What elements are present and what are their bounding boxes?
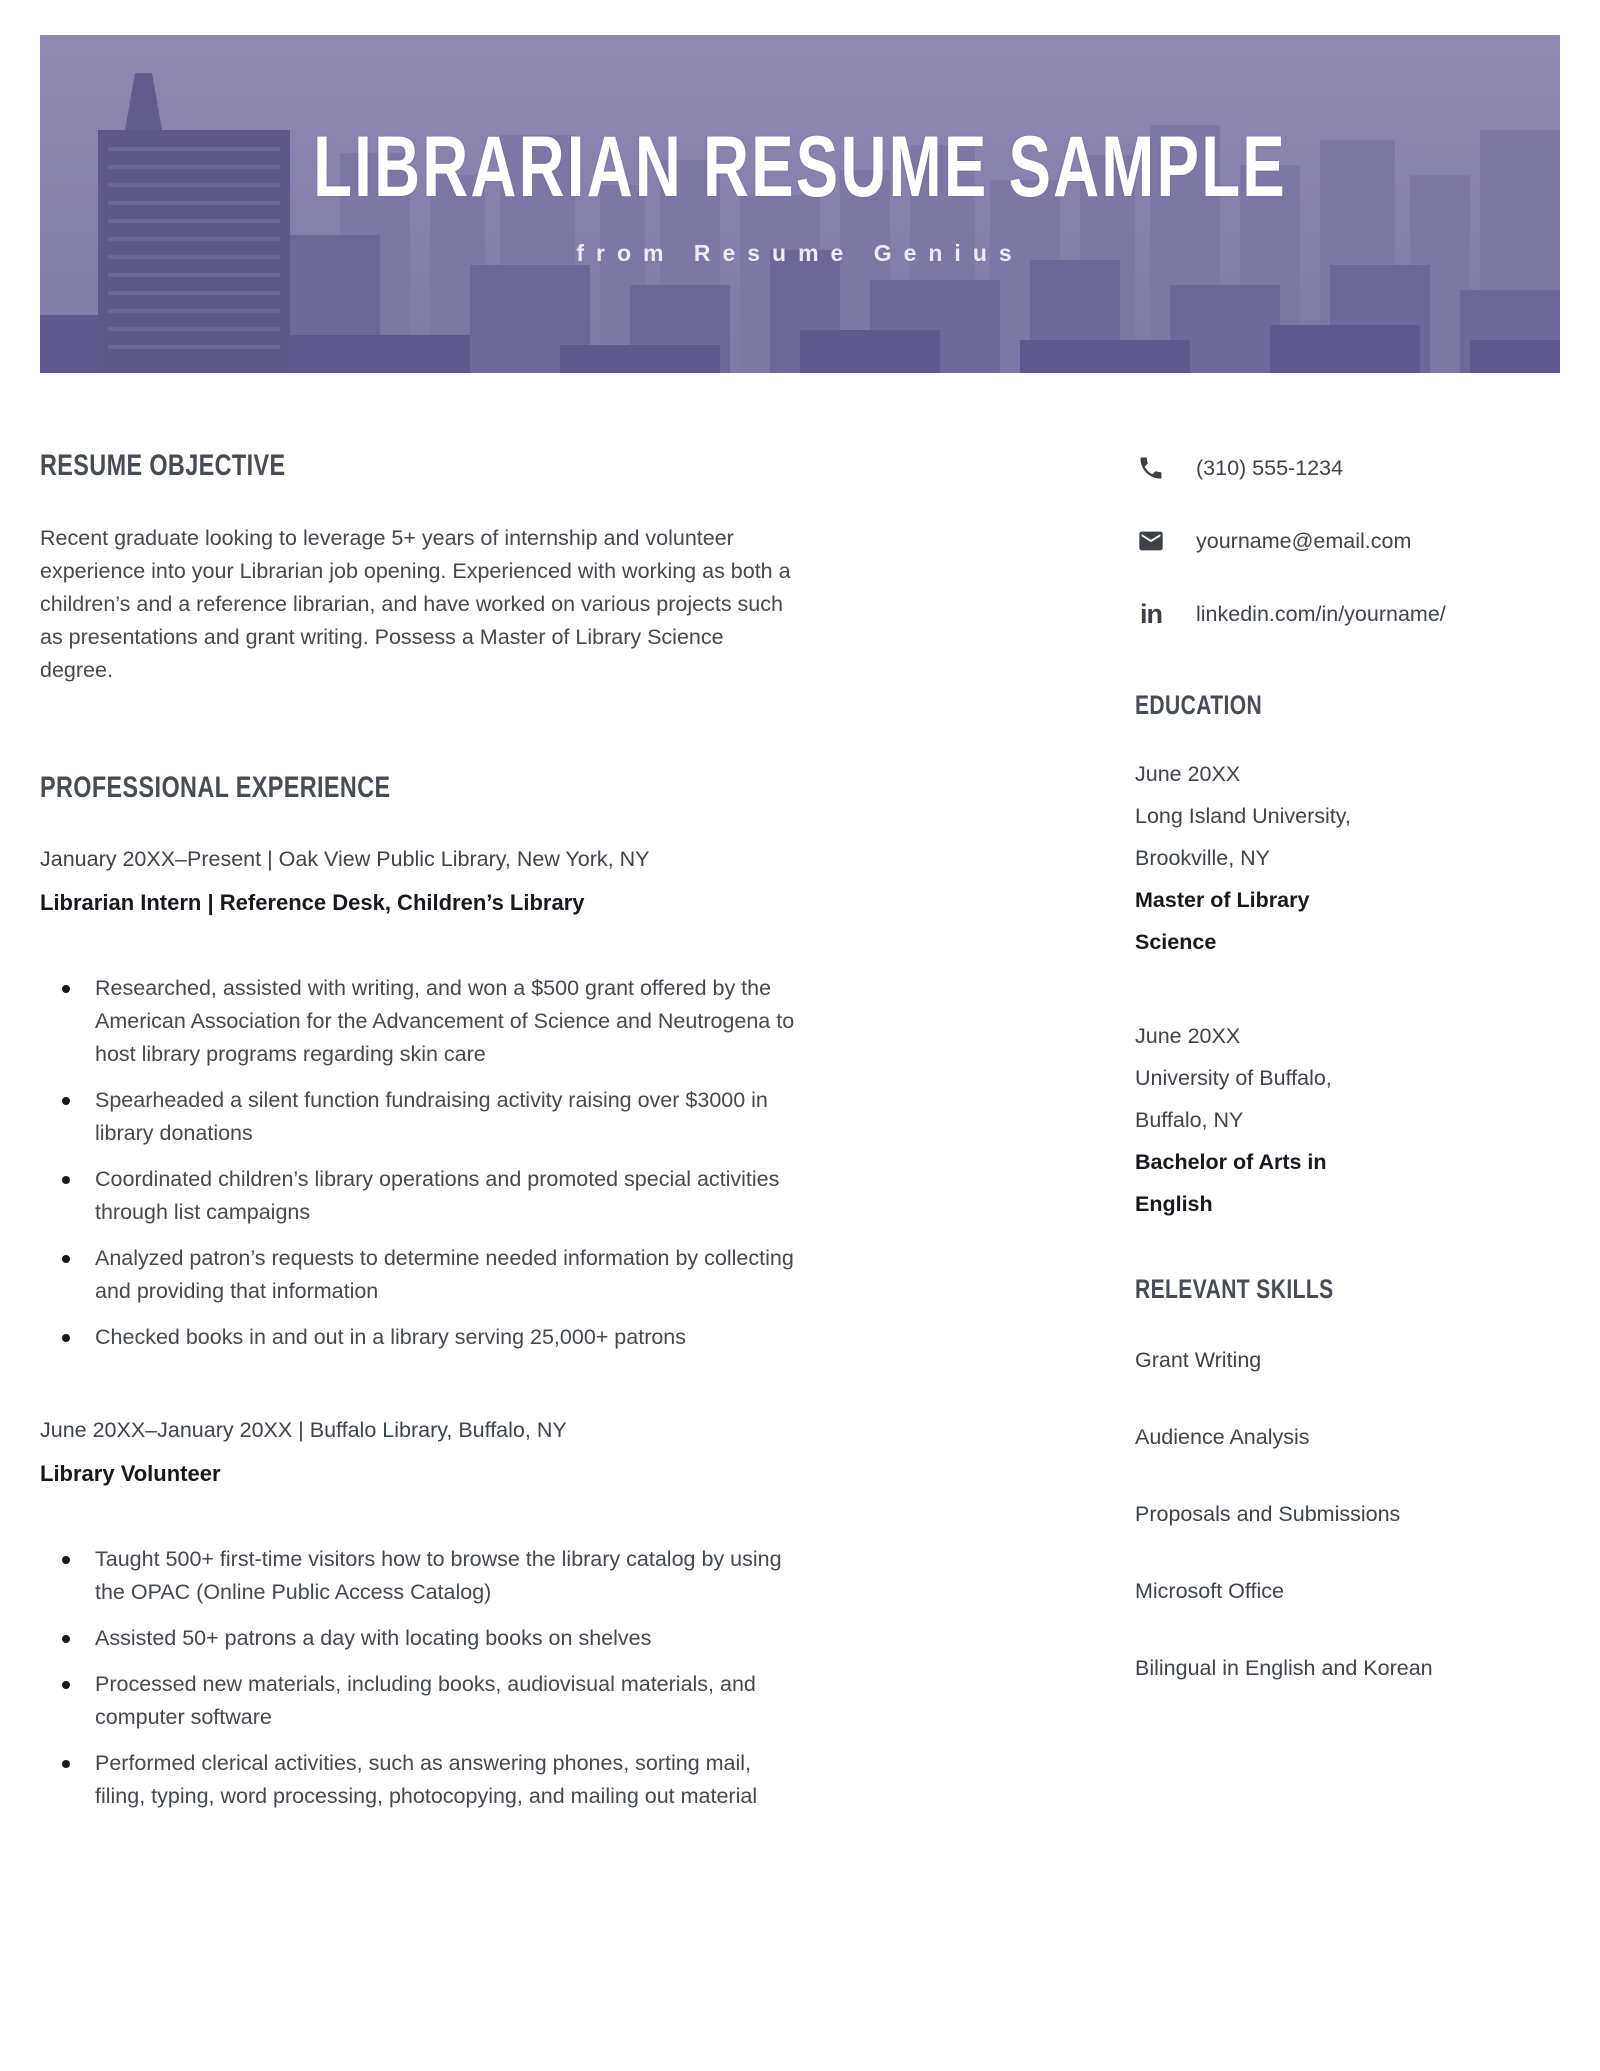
education-school: Long Island University, <box>1135 804 1351 828</box>
job-bullet: Spearheaded a silent function fundraising activity raising over $3000 in library donations <box>40 1084 802 1150</box>
email-icon <box>1135 525 1167 557</box>
education-degree: Master of Library Science <box>1135 888 1310 954</box>
page-title: LIBRARIAN RESUME SAMPLE <box>313 118 1287 215</box>
phone-value: (310) 555-1234 <box>1196 455 1344 480</box>
job-bullet: Analyzed patron’s requests to determine needed information by collecting and providing that information <box>40 1242 802 1308</box>
education-entry <box>1135 1015 1565 1225</box>
experience-entry <box>40 843 802 1354</box>
skills-list <box>1135 1347 1565 1682</box>
job-title-line: Library Volunteer <box>40 1461 221 1486</box>
education-date: June 20XX <box>1135 762 1241 786</box>
contact-email-row <box>1135 525 1565 557</box>
resume-objective-heading: RESUME OBJECTIVE <box>40 449 286 482</box>
job-date-line: June 20XX–January 20XX | Buffalo Library, Buffalo, NY <box>40 1418 567 1442</box>
skill-item: Microsoft Office <box>1135 1579 1284 1603</box>
education-location: Brookville, NY <box>1135 846 1271 870</box>
contact-phone-row <box>1135 452 1565 484</box>
resume-objective-text: Recent graduate looking to leverage 5+ years of internship and volunteer experience into your Librarian job opening. Experienced with working as both a children’s and a reference librarian, and have worked on various projects such as presentations and grant writing. Possess a Master of Library Science degree. <box>40 526 791 682</box>
experience-entry <box>40 1414 802 1813</box>
skill-item: Proposals and Submissions <box>1135 1502 1401 1526</box>
main-column <box>40 448 802 1826</box>
linkedin-icon: in <box>1140 598 1162 629</box>
sidebar-column <box>1135 452 1565 1732</box>
phone-icon <box>1135 452 1167 484</box>
skill-item: Grant Writing <box>1135 1348 1262 1372</box>
job-bullet: Assisted 50+ patrons a day with locating books on shelves <box>40 1622 802 1655</box>
relevant-skills-heading: RELEVANT SKILLS <box>1135 1274 1334 1304</box>
page-subtitle: from Resume Genius <box>576 239 1024 266</box>
skill-item: Audience Analysis <box>1135 1425 1310 1449</box>
job-bullet-list <box>40 1543 802 1813</box>
professional-experience-heading: PROFESSIONAL EXPERIENCE <box>40 771 391 804</box>
contact-linkedin-row <box>1135 598 1565 630</box>
job-bullet: Performed clerical activities, such as answering phones, sorting mail, filing, typing, word processing, photocopying, and mailing out material <box>40 1747 802 1813</box>
linkedin-value: linkedin.com/in/yourname/ <box>1196 601 1446 626</box>
education-heading: EDUCATION <box>1135 690 1263 720</box>
banner-text <box>40 35 1560 373</box>
job-bullet: Processed new materials, including books, audiovisual materials, and computer software <box>40 1668 802 1734</box>
education-degree: Bachelor of Arts in English <box>1135 1150 1327 1216</box>
job-bullet: Researched, assisted with writing, and won a $500 grant offered by the American Association for the Advancement of Science and Neutrogena to host library programs regarding skin care <box>40 972 802 1071</box>
job-date-line: January 20XX–Present | Oak View Public Library, New York, NY <box>40 847 650 871</box>
job-title-line: Librarian Intern | Reference Desk, Children’s Library <box>40 890 585 915</box>
job-bullet: Coordinated children’s library operations and promoted special activities through list campaigns <box>40 1163 802 1229</box>
banner <box>40 35 1560 373</box>
job-bullet: Taught 500+ first-time visitors how to browse the library catalog by using the OPAC (Online Public Access Catalog) <box>40 1543 802 1609</box>
education-school: University of Buffalo, <box>1135 1066 1332 1090</box>
email-value: yourname@email.com <box>1196 528 1412 553</box>
education-location: Buffalo, NY <box>1135 1108 1244 1132</box>
skill-item: Bilingual in English and Korean <box>1135 1656 1433 1680</box>
education-date: June 20XX <box>1135 1024 1241 1048</box>
job-bullet: Checked books in and out in a library serving 25,000+ patrons <box>40 1321 802 1354</box>
education-entry <box>1135 753 1565 963</box>
job-bullet-list <box>40 972 802 1354</box>
